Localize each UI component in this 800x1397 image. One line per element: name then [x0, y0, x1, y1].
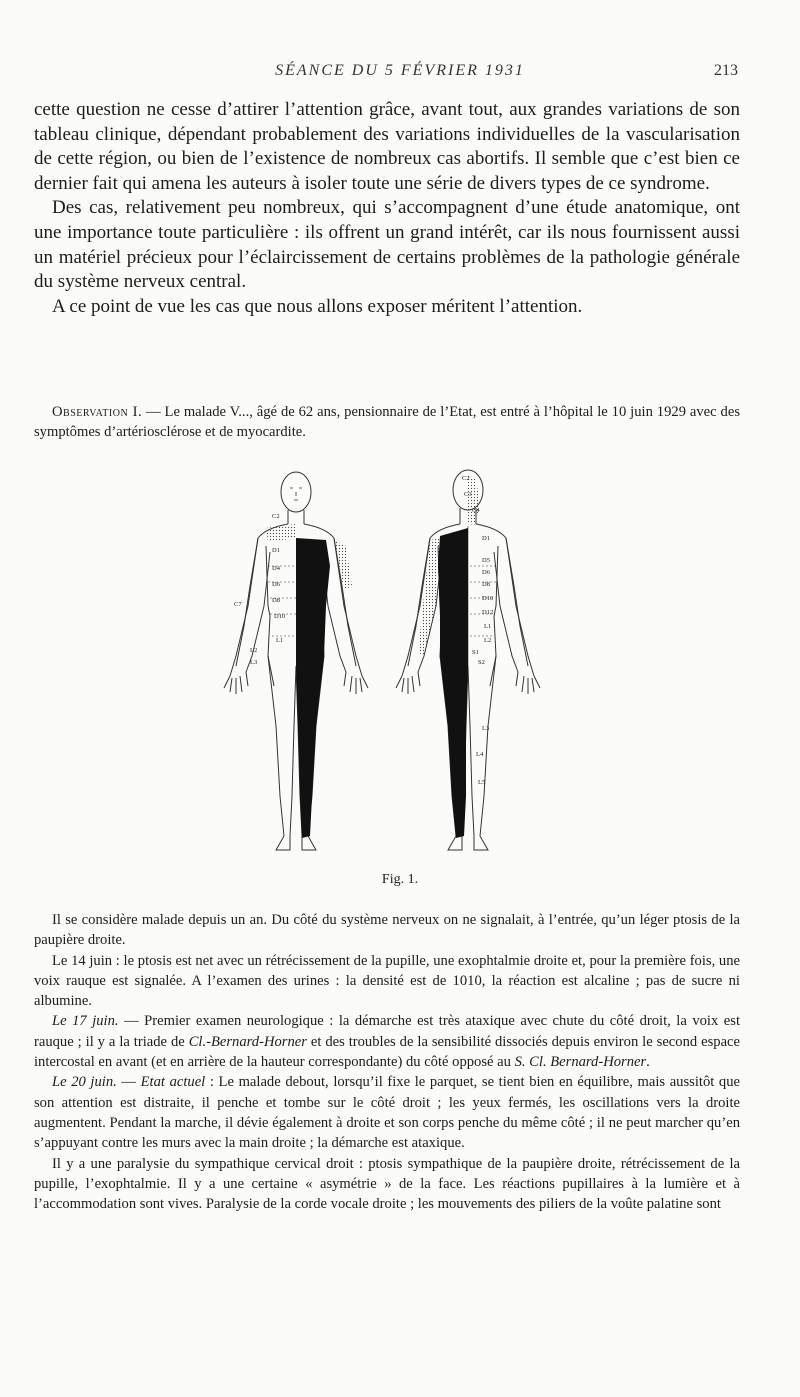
back-label: C3: [464, 491, 472, 498]
front-label: D10: [274, 613, 286, 620]
front-label: D8: [272, 597, 280, 604]
observation-text: — Le malade V..., âgé de 62 ans, pensionnaire de l’Etat, est entré à l’hôpital le 10 juin 1929 avec des symptômes d’artériosclérose et de myocardite.: [34, 404, 740, 440]
back-label: S1: [472, 649, 479, 656]
figure-sensory-map: [206, 466, 556, 866]
front-label: L2: [250, 647, 258, 654]
back-label: D12: [482, 609, 494, 616]
front-label: D4: [272, 565, 280, 572]
case-name-horner-2: S. Cl. Bernard-Horner: [514, 1054, 647, 1071]
running-head: [0, 62, 800, 86]
observation-heading: [34, 402, 740, 442]
back-label: D8: [482, 581, 490, 588]
back-black-zone: [438, 528, 468, 838]
back-label: D5: [482, 557, 490, 564]
front-dotted-zone-arm: [334, 540, 352, 590]
case-dash: —: [116, 1074, 141, 1091]
case-text-4: : Le malade debout, lorsqu’il fixe le parquet, se tient bien en équilibre, mais aussitôt que son attention est distraite, il penche et tombe sur le côté droit ; les yeux fermés, les oscillations vers la droite augmentent. Pendant la marche, il dévie également à droite et son corps penche du même côté ; il ne peut marcher qu’en s’appuyant contre les murs avec la main droite ; la démarche est ataxique.: [34, 1074, 740, 1152]
front-label: D6: [272, 581, 280, 588]
back-label: C4: [472, 507, 480, 514]
case-paragraph-1: Il se considère malade depuis un an. Du côté du système nerveux on ne signalait, à l’entrée, qu’un léger ptosis de la paupière droite.: [34, 912, 740, 949]
back-label: L1: [484, 623, 492, 630]
back-label: D6: [482, 569, 490, 576]
case-paragraph-4: [34, 1072, 740, 1153]
front-label: D1: [272, 547, 280, 554]
back-label: L5: [478, 779, 486, 786]
body-diagram-svg: [206, 466, 556, 866]
body-text: [34, 98, 740, 319]
page-number: 213: [714, 62, 738, 79]
front-dotted-zone: [266, 524, 296, 542]
back-label: L4: [476, 751, 484, 758]
front-black-zone: [296, 538, 330, 838]
back-label: D10: [482, 595, 494, 602]
front-label: C7: [234, 601, 242, 608]
front-label: C2: [272, 513, 280, 520]
case-date-17: Le 17 juin.: [52, 1013, 119, 1030]
back-label: D1: [482, 535, 490, 542]
case-paragraph-5: Il y a une paralysie du sympathique cervical droit : ptosis sympathique de la paupière droite, rétrécissement de la pupille, l’exophtalmie. Il y a une certaine « asymétrie » de la face. Les réactions pupillaires à la lumière et à l’accommodation sont vives. Paralysie de la corde vocale droite ; les mouvements des piliers de la voûte palatine sont: [34, 1155, 740, 1213]
paragraph-2: Des cas, relativement peu nombreux, qui s’accompagnent d’une étude anatomique, ont une importance toute particulière : ils offrent un grand intérêt, car ils nous fournissent aussi un matériel précieux pour l’éclaircissement de certains problèmes de la pathologie générale du système nerveux central.: [34, 197, 740, 293]
back-dotted-zone: [468, 476, 480, 526]
paragraph-3: A ce point de vue les cas que nous allons exposer méritent l’attention.: [52, 295, 583, 317]
back-label: L3: [482, 725, 490, 732]
observation-paragraph: [34, 402, 740, 442]
back-label: S2: [478, 659, 485, 666]
case-text-3a: — Premier examen neurologique : la démarche est très ataxique avec chute du côté droit, la voix est rauque ; il y a la triade de: [34, 1013, 740, 1050]
case-state-label: Etat actuel: [140, 1074, 206, 1091]
case-paragraph-3: [34, 1011, 740, 1072]
back-label: L2: [484, 637, 492, 644]
case-name-horner: Cl.-Bernard-Horner: [188, 1033, 307, 1050]
paragraph-1: cette question ne cesse d’attirer l’attention grâce, avant tout, aux grandes variations de son tableau clinique, dépendant probablement des variations individuelles de la vascularisation de cette région, ou bien de l’existence de nombreux cas abortifs. Il semble que c’est bien ce dernier fait qui amena les auteurs à isoler toute une série de divers types de ce syndrome.: [34, 99, 740, 194]
case-text-3b: et des troubles de la sensibilité dissociés depuis environ le second espace intercostal en avant (et en arrière de la hauteur correspondante) du côté opposé au: [34, 1033, 740, 1071]
observation-label: Observation I.: [52, 404, 143, 420]
case-date-20: Le 20 juin.: [52, 1074, 117, 1091]
back-label: C2: [462, 475, 470, 482]
front-label: L3: [250, 659, 258, 666]
figure-caption: Fig. 1.: [381, 872, 419, 887]
front-label: L1: [276, 637, 284, 644]
running-title: SÉANCE DU 5 FÉVRIER 1931: [275, 62, 525, 79]
case-text-3c: .: [646, 1054, 650, 1071]
case-text: [34, 910, 740, 1214]
case-paragraph-2: Le 14 juin : le ptosis est net avec un rétrécissement de la pupille, une exophtalmie droite et, pour la première fois, une voix rauque est signalée. A l’examen des urines : la densité est de 1010, la réaction est alcaline ; pas de sucre ni albumine.: [34, 952, 740, 1010]
